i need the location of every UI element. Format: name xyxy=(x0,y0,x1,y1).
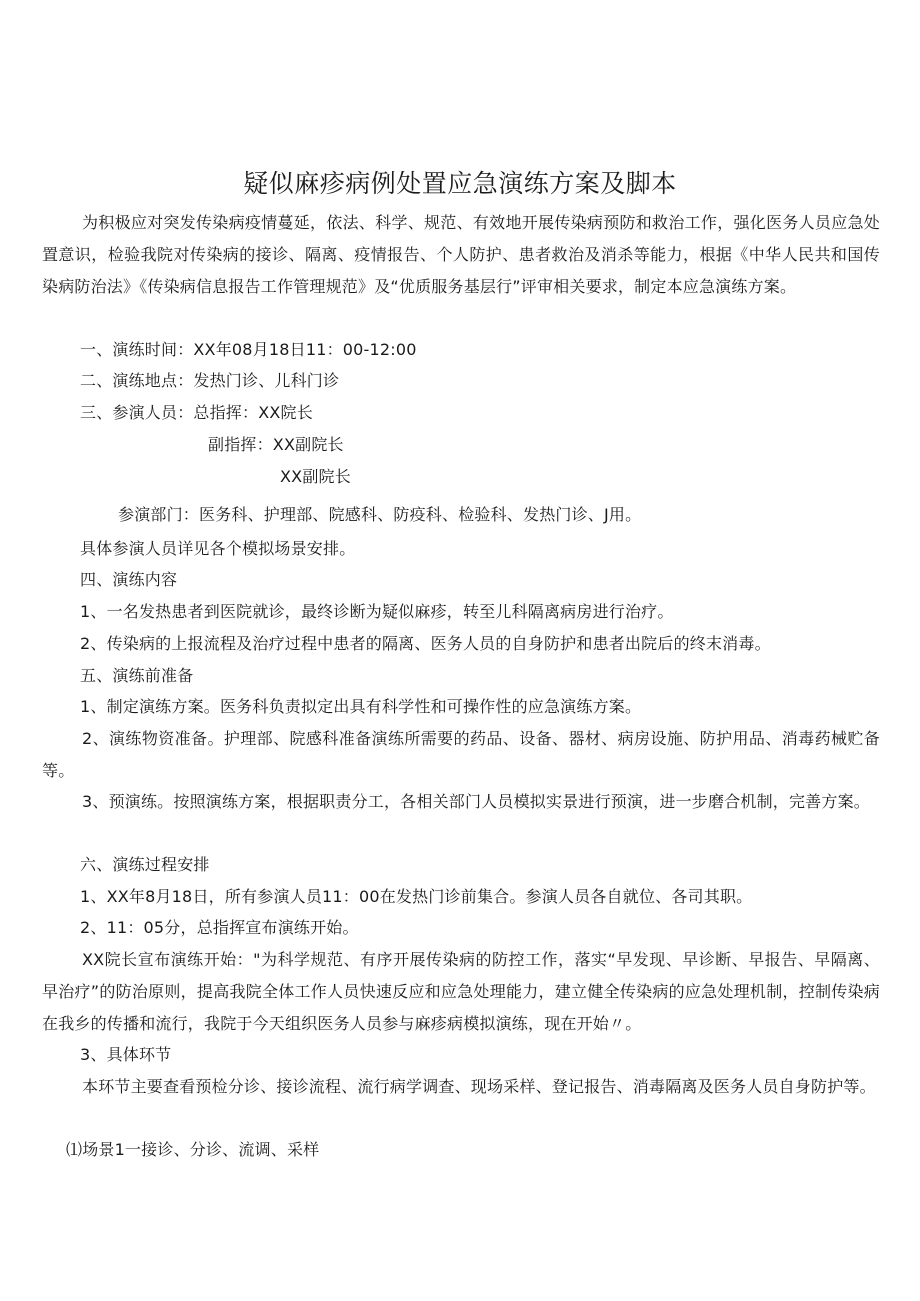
section-2-location: 二、演练地点：发热门诊、儿科门诊 xyxy=(80,371,340,390)
section-6-item-3-text: 本环节主要查看预检分诊、接诊流程、流行病学调查、现场采样、登记报告、消毒隔离及医务人员自身防护等。 xyxy=(82,1077,876,1096)
section-6-heading: 六、演练过程安排 xyxy=(80,855,210,874)
intro-paragraph: 为积极应对突发传染病疫情蔓延，依法、科学、规范、有效地开展传染病预防和救治工作，强化医务人员应急处置意识，检验我院对传染病的接诊、隔离、疫情报告、个人防护、患者救治及消杀等能力，根据《中华人民共和国传染病防治法》《传染病信息报告工作管理规范》及“优质服务基层行”评审相关要求，制定本应急演练方案。 xyxy=(42,213,880,296)
section-5-item-2: 2、演练物资准备。护理部、院感科准备演练所需要的药品、设备、器材、病房设施、防护用品、消毒药械贮备等。 xyxy=(42,729,880,780)
section-6-item-2: 2、11：05分，总指挥宣布演练开始。 xyxy=(80,918,359,937)
section-3-participants: 三、参演人员：总指挥：XX院长 xyxy=(80,403,313,422)
section-5-item-1: 1、制定演练方案。医务科负责拟定出具有科学性和可操作性的应急演练方案。 xyxy=(80,697,642,716)
document-title: 疑似麻疹病例处置应急演练方案及脚本 xyxy=(243,169,677,198)
deputy-commander-2: XX副院长 xyxy=(280,467,351,486)
director-speech: XX院长宣布演练开始："为科学规范、有序开展传染病的防控工作，落实“早发现、早诊断、早报告、早隔离、早治疗”的防治原则，提高我院全体工作人员快速反应和应急处理能力，建立健全传染病的应急处理机制，控制传染病在我乡的传播和流行，我院于今天组织医务人员参与麻疹病模拟演练，现在开始〃。 xyxy=(42,950,880,1033)
participating-departments: 参演部门：医务科、护理部、院感科、防疫科、检验科、发热门诊、J用。 xyxy=(118,505,642,524)
scene-1-heading: ⑴场景1一接诊、分诊、流调、采样 xyxy=(66,1140,320,1159)
section-4-item-2: 2、传染病的上报流程及治疗过程中患者的隔离、医务人员的自身防护和患者出院后的终末消毒。 xyxy=(80,634,771,653)
participants-note: 具体参演人员详见各个模拟场景安排。 xyxy=(80,539,356,558)
section-6-item-1: 1、XX年8月18日，所有参演人员11：00在发热门诊前集合。参演人员各自就位、各司其职。 xyxy=(80,887,753,906)
section-1-time: 一、演练时间：XX年08月18日11：00-12:00 xyxy=(80,340,417,359)
section-5-heading: 五、演练前准备 xyxy=(80,666,194,685)
section-4-heading: 四、演练内容 xyxy=(80,570,178,589)
section-5-item-3: 3、预演练。按照演练方案，根据职责分工，各相关部门人员模拟实景进行预演，进一步磨合机制，完善方案。 xyxy=(82,792,870,811)
section-4-item-1: 1、一名发热患者到医院就诊，最终诊断为疑似麻疹，转至儿科隔离病房进行治疗。 xyxy=(80,602,674,621)
section-6-item-3: 3、具体环节 xyxy=(80,1045,172,1064)
deputy-commander-1: 副指挥：XX副院长 xyxy=(208,435,344,454)
